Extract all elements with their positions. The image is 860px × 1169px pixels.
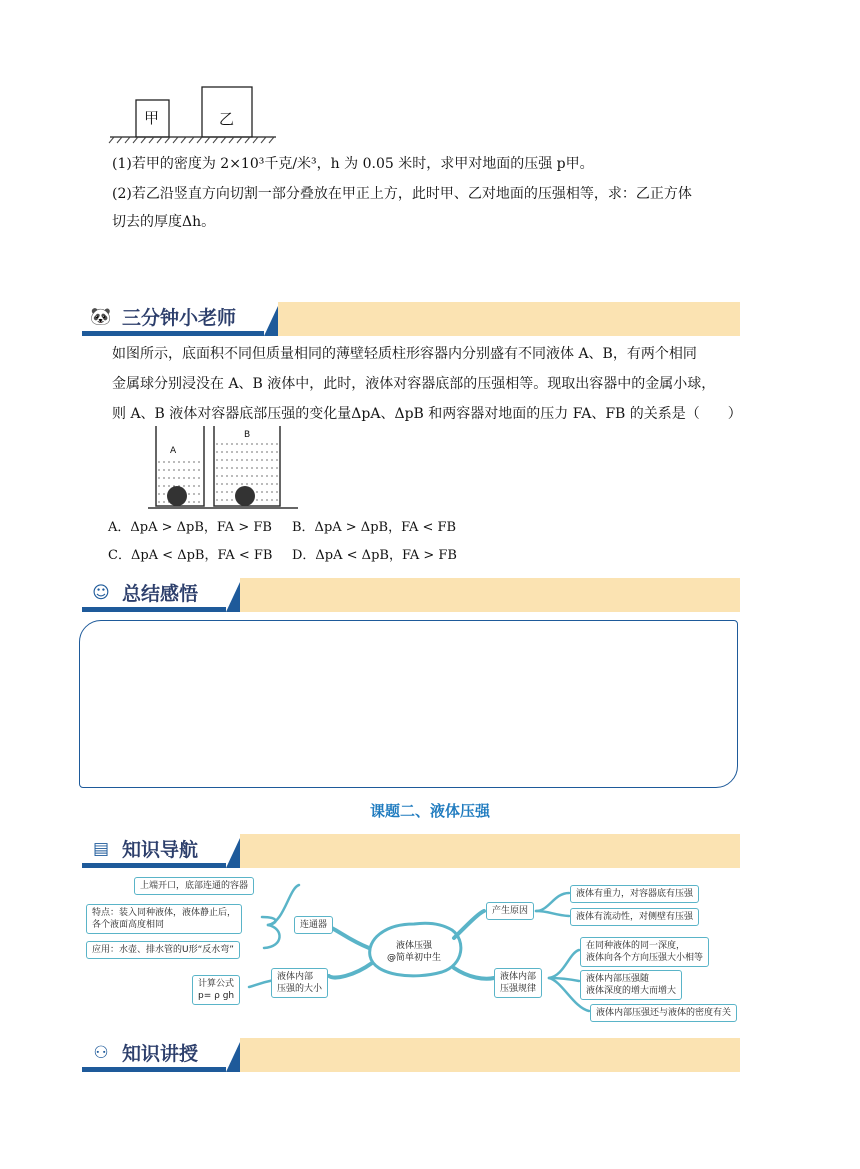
container-b-label: B <box>244 430 251 440</box>
question-2-line-2: 切去的厚度Δh。 <box>112 214 216 230</box>
node-formula-line-2: p= ρ gh <box>198 991 235 1001</box>
node-cv-feature <box>86 904 242 934</box>
node-formula <box>192 975 240 1005</box>
option-b: B．ΔpA > ΔpB，FA < FB <box>292 520 457 535</box>
mini-teacher-banner <box>82 302 740 336</box>
option-a: A．ΔpA > ΔpB，FA > FB <box>108 520 272 535</box>
people-tree-icon: ⚇ <box>93 1043 109 1063</box>
option-d: D．ΔpA < ΔpB，FA > FB <box>292 548 457 563</box>
node-law-equal-depth <box>580 937 709 967</box>
node-law-depth <box>580 970 682 1000</box>
ground-figure <box>108 84 280 144</box>
summary-box[interactable] <box>79 620 738 788</box>
mindmap-center-title: 液体压强 <box>395 941 432 951</box>
mindmap <box>84 868 744 1023</box>
container-a-label: A <box>170 446 177 456</box>
lesson-title: 课题二、液体压强 <box>369 802 490 820</box>
option-c: C．ΔpA < ΔpB，FA < FB <box>108 548 273 563</box>
block-yi-label: 乙 <box>219 110 235 128</box>
mini-teacher-line-1: 如图所示，底面积不同但质量相同的薄壁轻质柱形容器内分别盛有不同液体 A、B，有两个相同 <box>112 346 697 362</box>
bookshelf-icon: ▤ <box>92 839 110 859</box>
block-jia-label: 甲 <box>144 109 160 127</box>
lecture-title: 知识讲授 <box>122 1043 199 1065</box>
node-cause-gravity: 液体有重力，对容器底有压强 <box>570 885 699 903</box>
mini-teacher-title: 三分钟小老师 <box>122 307 237 329</box>
mini-teacher-line-3: 则 A、B 液体对容器底部压强的变化量ΔpA、ΔpB 和两容器对地面的压力 FA、FB 的关系是（ ） <box>112 406 742 422</box>
node-pressure-magnitude-line-1: 液体内部 <box>277 972 314 982</box>
node-law-depth-line-1: 液体内部压强随 <box>586 974 650 984</box>
node-cause-fluidity: 液体有流动性，对侧壁有压强 <box>570 908 699 926</box>
node-law-depth-line-2: 液体深度的增大而增大 <box>586 986 677 996</box>
node-formula-line-1: 计算公式 <box>198 979 235 989</box>
question-1: (1)若甲的密度为 2×10³千克/米³，h 为 0.05 米时，求甲对地面的压强 p甲。 <box>112 156 594 172</box>
head-brain-icon: ☺ <box>92 583 110 603</box>
nav-banner <box>82 834 740 868</box>
node-law-equal-depth-line-1: 在同种液体的同一深度， <box>586 941 686 951</box>
containers-figure <box>148 422 298 512</box>
node-cv-definition: 上端开口，底部连通的容器 <box>134 877 254 895</box>
node-pressure-magnitude <box>271 968 328 998</box>
node-connected-vessel: 连通器 <box>294 916 333 934</box>
lecture-banner <box>82 1038 740 1072</box>
blocks-figure <box>108 84 280 144</box>
node-pressure-law <box>494 968 542 998</box>
node-law-equal-depth-line-2: 液体向各个方向压强大小相等 <box>586 953 704 963</box>
mindmap-center-credit: @简单初中生 <box>386 953 441 963</box>
nav-title: 知识导航 <box>122 839 199 861</box>
node-pressure-magnitude-line-2: 压强的大小 <box>277 984 323 994</box>
node-pressure-law-line-1: 液体内部 <box>500 972 537 982</box>
node-cv-feature-line-1: 特点：装入同种液体，液体静止后， <box>92 908 237 918</box>
summary-banner <box>82 578 740 612</box>
mini-teacher-line-2: 金属球分别浸没在 A、B 液体中，此时，液体对容器底部的压强相等。现取出容器中的金属小球， <box>112 376 716 392</box>
panda-teacher-icon: 🐼 <box>90 307 112 327</box>
node-law-density: 液体内部压强还与液体的密度有关 <box>590 1004 737 1022</box>
summary-title: 总结感悟 <box>122 583 199 605</box>
node-cv-feature-line-2: 各个液面高度相同 <box>92 920 165 930</box>
node-cv-application: 应用：水壶、排水管的U形“反水弯” <box>86 941 240 959</box>
node-pressure-law-line-2: 压强规律 <box>500 984 537 994</box>
node-cause: 产生原因 <box>486 902 534 920</box>
mindmap-center <box>374 940 454 964</box>
question-2-line-1: (2)若乙沿竖直方向切割一部分叠放在甲正上方，此时甲、乙对地面的压强相等，求：乙正方体 <box>112 186 692 202</box>
